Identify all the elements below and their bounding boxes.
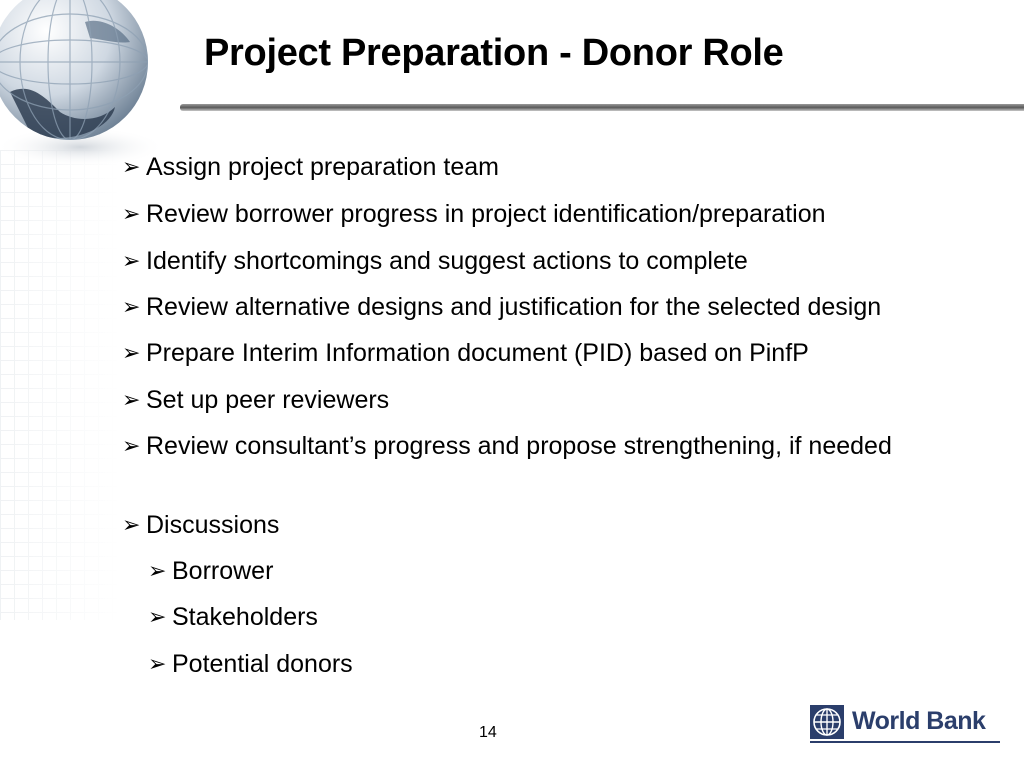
arrow-bullet-icon: ➢ [148,651,167,676]
logo-underline [810,741,1000,743]
arrow-bullet-icon: ➢ [148,604,167,629]
arrow-bullet-icon: ➢ [122,294,141,319]
arrow-bullet-icon: ➢ [122,248,141,273]
arrow-bullet-icon: ➢ [122,340,141,365]
bullet-item [122,152,1002,182]
sub-bullet-item [148,556,1002,586]
arrow-bullet-icon: ➢ [122,433,141,458]
bullet-item [122,431,1002,461]
globe-icon [0,0,190,172]
bullet-item [122,292,1002,322]
bullet-text: Identify shortcomings and suggest actions to complete [146,247,748,275]
title-underline [180,104,1024,111]
bullet-text: Borrower [172,557,274,585]
bullet-text: Set up peer reviewers [146,386,390,414]
bullet-item [122,246,1002,276]
bullet-text: Review borrower progress in project identification/preparation [146,200,826,228]
sub-bullet-item [148,602,1002,632]
arrow-bullet-icon: ➢ [122,512,141,537]
arrow-bullet-icon: ➢ [122,387,141,412]
logo-text: World Bank [852,707,986,735]
bullet-text: Stakeholders [172,603,318,631]
background-grid-pattern [0,150,120,620]
bullet-item [122,338,1002,368]
page-number: 14 [479,724,497,741]
arrow-bullet-icon: ➢ [122,201,141,226]
bullet-text: Potential donors [172,650,353,678]
world-bank-logo [810,705,1000,743]
world-bank-globe-icon [810,705,844,739]
arrow-bullet-icon: ➢ [148,558,167,583]
bullet-item [122,199,1002,229]
bullet-text: Assign project preparation team [146,153,499,181]
bullet-text: Discussions [146,511,280,539]
slide-title: Project Preparation - Donor Role [204,32,784,74]
bullet-text: Review alternative designs and justification for the selected design [146,293,882,321]
sub-bullet-item [148,649,1002,679]
arrow-bullet-icon: ➢ [122,154,141,179]
bullet-item [122,510,1002,540]
bullet-text: Review consultant’s progress and propose strengthening, if needed [146,432,892,460]
bullet-item [122,385,1002,415]
bullet-text: Prepare Interim Information document (PID) based on PinfP [146,339,809,367]
